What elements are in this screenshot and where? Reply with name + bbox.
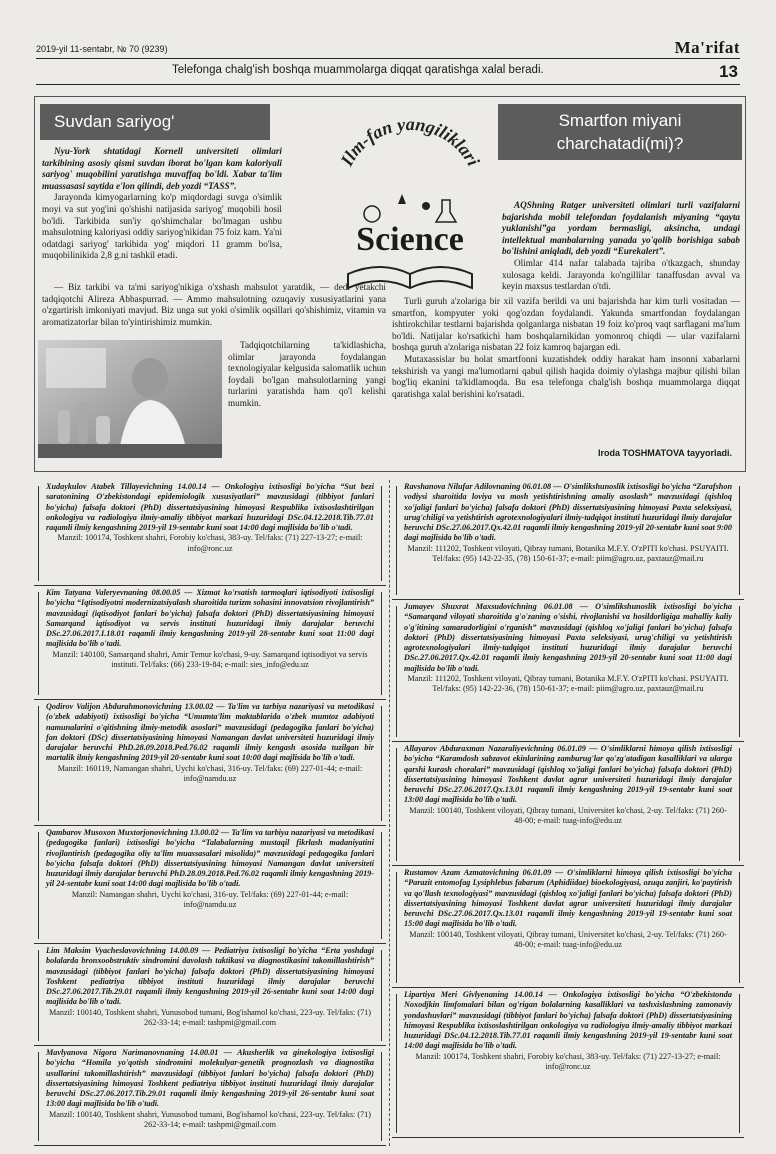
notice-body: — Pediatriya ixtisosligi bo'yicha “Erta yoshdagi bolalarda bronxoobstruktiv sindromini davolash taktikasi va diagnostikasini takomillashtirish” mavzusidagi (tibbiyot fanlari bo'yicha) falsafa doktori (PhD) dissertatsiyasining himoyasi Toshkent pediatriya tibbiyot instituti huzuridagi ilmiy darajalar beruvchi DSc.27.06.2017.Tib.29.01 raqamli ilmiy kengashning 2019-yil 26-sentabr kuni soat 14:00 dagi majlisida bo'lib o'tadi. xyxy=(46,946,374,1007)
left-article-p3: Tadqiqotchilarning ta'kidlashicha, olimlar jarayonda foydalangan texnologiyalar kelgusida salomatlik uchun foydali bo'lgan mahsulotlarning yangi turlarini yaratishda ham qo'l kelishi mumkin. xyxy=(228,340,386,408)
left-article-p1: Jarayonda kimyogarlarning ko'p miqdordagi suvga o'simlik moyi va sut yog'ini qo'shishi natijasida sariyog' muqobili hosil bo'ldi. Tarkibida sun'iy qo'shimchalar bo'lmagan ushbu mahsulotning kaloriyasi oddiy sariyog'nikidan 75 foiz kam. Ya'ni odatdagi sariyog' tarkibida yog' miqdori 11 gramm bo'lsa, muqobilinikida 2,8 g.ni tashkil etadi. xyxy=(42,192,282,261)
right-title-line1: Smartfon miyani xyxy=(558,111,682,130)
right-article-lead: AQShning Ratger universiteti olimlari turli vazifalarni bajarishda mobil telefondan foydalanish miyaning “qayta yuklanishi”ga yordam bermasligi, aksincha, undagi intellektual manbalarning yanada yo'qolib borishiga sabab bo'lishini aniqladi, deb yozdi “Eurekalert”. xyxy=(502,200,740,257)
notice-right-3 xyxy=(392,744,744,866)
author-credit: Iroda TOSHMATOVA tayyorladi. xyxy=(597,448,732,458)
notice-name: Kim Tatyana Valeryevnaning 08.00.05 xyxy=(46,588,181,597)
page-tagline: Telefonga chalg'ish boshqa muammolarga diqqat qaratishga xalal beradi. xyxy=(172,64,544,76)
header-rule-bottom xyxy=(36,84,740,85)
notice-body: — O'simliklarni himoya qilish ixtisosligi bo'yicha “Karamdosh sabzavot ekinlarining zamburug'lar qo'zg'atadigan kasalliklari va ularga qarshi kurash choralari” mavzusidagi (qishloq xo'jaligi fanlari bo'yicha) falsafa doktori (PhD) dissertatsiyasining himoyasi Toshkent davlat agrar universiteti huzuridagi ilmiy darajalar beruvchi DSc.27.06.2017.Qx.13.01 raqamli ilmiy kengashning 2019-yil 19-sentabr kuni soat 13:00 dagi majlisida bo'lib o'tadi. xyxy=(404,744,732,805)
notice-body: — Ta'lim va tarbiya nazariyasi va metodikasi (o'zbek adabiyoti) ixtisosligi bo'yicha “Umumta'lim maktablarida o'zbek mumtoz adabiyoti namunalarini o'qitishning ilmiy-metodik asoslari” mavzusidagi (pedagogika fanlari bo'yicha) fan doktori (DSc) dissertatsiyasining himoyasi Namangan davlat universiteti huzuridagi ilmiy darajalar beruvchi PhD.28.09.2018.Ped.76.02 raqamli ilmiy kengash asosida tuzilgan bir martalik ilmiy kengashning 2019-yil 20-sentabr kuni soat 10:00 dagi majlisida bo'lib o'tadi. xyxy=(46,702,375,763)
notice-name: Rustamov Azam Azmatovichning 06.01.09 xyxy=(404,868,552,877)
notice-body: — Ta'lim va tarbiya nazariyasi va metodikasi (pedagogika fanlari) ixtisosligi bo'yicha “Talabalarning mustaqil fikrlash madaniyatini rivojlantirish (pedagogika oliy ta'lim muassasalari misolida)” mavzusidagi pedagogika fanlari bo'yicha falsafa doktori (PhD) dissertatsiyasining himoyasi Namangan davlat universiteti huzuridagi ilmiy darajalar beruvchi PhD.28.09.2018.Ped.76.02 raqamli ilmiy kengashning 2019-yil 24-sentabr kuni soat 14:00 dagi majlisida bo'lib o'tadi. xyxy=(46,828,374,889)
left-article-lead: Nyu-York shtatidagi Kornell universiteti olimlari tarkibining asosiy qismi suvdan iborat bo'lgan kam kaloriyali sariyog' muqobilini yaratishga muvaffaq bo'ldi. Xabar ta'lim muassasasi saytida e'lon qilindi, deb yozdi “TASS”. xyxy=(42,146,282,191)
notice-right-5 xyxy=(392,990,744,1138)
notice-name: Qodirov Valijon Abdurahmonovichning 13.00.02 xyxy=(46,702,214,711)
notice-body: — Xizmat ko'rsatish tarmoqlari iqtisodiyoti ixtisosligi bo'yicha “Iqtisodiyotni modernizatsiyalash sharoitida turizm sohasini innovatsion rivojlantirish” mavzusidagi (iqtisodiyot fanlari bo'yicha) falsafa doktori (PhD) dissertatsiyasining himoyasi Samarqand iqtisodiyot va servis instituti huzuridagi ilmiy darajalar beruvchi DSc.27.06.2017.I.18.01 raqamli ilmiy kengashning 2019-yil 28-sentabr kuni soat 11:00 dagi majlisida bo'lib o'tadi. xyxy=(46,588,374,649)
left-article-text-top xyxy=(42,146,282,262)
notice-address: Manzil: 100140, Toshkent shahri, Yunusobod tumani, Bog'ishamol ko'chasi, 223-uy. Tel/faks: (71) 262-33-14; e-mail: tashpmi@gmail.com xyxy=(49,1109,371,1130)
notice-body: — O'simlikshunoslik ixtisosligi bo'yicha “Zarafshon vodiysi sharoitida loviya va mosh yetishtirishning amaliy asoslash” mavzusidagi (qishloq xo'jaligi fanlari bo'yicha) falsafa doktori (PhD) dissertatsiyasining himoyasi Paxta seleksiyasi, urug'chiligi va yetishtirish agrotexnologiyalari ilmiy-tadqiqot instituti huzuridagi ilmiy darajalar beruvchi DSc.27.06.2017.Qx.42.01 raqamli ilmiy kengashning 2019-yil 20-sentabr kuni soat 9:00 dagi majlisida bo'lib o'tadi. xyxy=(404,482,733,543)
science-illustration xyxy=(330,104,490,304)
notice-left-4 xyxy=(34,828,386,944)
science-book-icon xyxy=(330,104,490,304)
notice-address: Manzil: 100140, Toshkent shahri, Yunusobod tumani, Bog'ishamol ko'chasi, 223-uy. Tel/faks: (71) 262-33-14; e-mail: tashpmi@gmail.com xyxy=(49,1007,371,1028)
notice-name: Qambarov Musoxon Muxtorjonovichning 13.00.02 xyxy=(46,828,219,837)
notice-right-2 xyxy=(392,602,744,742)
newspaper-brand: Ma'rifat xyxy=(674,38,740,57)
issue-date: 2019-yil 11-sentabr, № 70 (9239) xyxy=(36,44,168,54)
notice-address: Manzil: 100174, Toshkent shahri, Forobiy ko'chasi, 383-uy. Tel/faks: (71) 227-13-27; e-mail: info@ronc.uz xyxy=(57,533,363,553)
right-article-text-bottom xyxy=(392,296,740,444)
notice-left-6 xyxy=(34,1048,386,1146)
notice-address: Manzil: 140100, Samarqand shahri, Amir Temur ko'chasi, 9-uy. Samarqand iqtisodiyot va servis instituti. Tel/faks: (66) 233-19-84; e-mail: sies_info@edu.uz xyxy=(52,649,368,670)
art-arc-text: Ilm-fan yangiliklari xyxy=(336,113,484,170)
page-number: 13 xyxy=(719,62,738,81)
notice-address: Manzil: Namangan shahri, Uychi ko'chasi, 316-uy. Tel/faks: (69) 227-01-44; e-mail: info@namdu.uz xyxy=(71,889,349,910)
right-article-p2: Turli guruh a'zolariga bir xil vazifa berildi va uni bajarishda har kim turli vositadan — smartfon, kompyuter yoki qog'ozdan foydalandi. Yakunda smartfondan foydalangan ishtirokchilar testlarni bajarishda qolganlarga nisbatan 19 foiz ko'proq vaqt sarflagani ma'lum bo'ldi. Natijalar ko'rsatkichi ham boshqalarnikidan yomonroq chiqdi — ular vazifalarni boshqa guruh a'zolariga nisbatan 22 foiz kamroq bajargan edi. xyxy=(392,296,740,353)
notice-name: Allayarov Abduraxman Nazaraliyevichning 06.01.09 xyxy=(404,744,586,753)
notice-body: — Onkologiya ixtisosligi bo'yicha “Sut bezi saratonining O'zbekistondagi epidemiologik xususiyatlari” mavzusidagi (tibbiyot fanlari bo'yicha) falsafa doktori (PhD) dissertatsiyasining himoyasi Respublika ixtisoslashtirilgan onkologiya va radiologiya ilmiy-amaliy tibbiyot markazi huzuridagi DSc.04.12.2018.Tib.77.01 raqamli ilmiy kengashning 2019-yil 19-sentabr kuni soat 14:00 dagi majlisida bo'lib o'tadi. xyxy=(46,482,374,533)
notice-left-1 xyxy=(34,482,386,586)
right-title-line2: charchatadi(mi)? xyxy=(556,134,684,153)
notice-left-3 xyxy=(34,702,386,826)
notice-name: Ravshanova Nilufar Adilovnaning 06.01.08 xyxy=(404,482,552,491)
notice-body: — Akusherlik va ginekologiya ixtisosligi bo'yicha “Homila yo'qotish sindromini molekulyar-genetik prognozlash va diagnostika usullarini takomillashtirish” mavzusidagi (tibbiyot fanlari bo'yicha) falsafa doktori (PhD) dissertatsiyasining himoyasi Toshkent pediatriya tibbiyot instituti huzuridagi ilmiy darajalar beruvchi DSc.27.06.2017.Tib.29.01 raqamli ilmiy kengashning 2019-yil 26-sentabr kuni soat 13:00 dagi majlisida bo'lib o'tadi. xyxy=(46,1048,374,1109)
notice-body: — Onkologiya ixtisosligi bo'yicha “O'zbekistonda Noxodjkin limfomalari bilan og'rigan bolalarning kasalliklari va tashxislashning zamonaviy yondashuvlari” mavzusidagi (tibbiyot fanlari bo'yicha) falsafa doktori (PhD) dissertatsiyasining himoyasi Respublika ixtisoslashtirilgan onkologiya va radiologiya ilmiy-amaliy tibbiyot markazi huzuridagi DSc.04.12.2018.Tib.77.01 raqamli ilmiy kengashning 2019-yil 19-sentabr kuni soat 14:00 dagi majlisida bo'lib o'tadi. xyxy=(404,990,732,1051)
notice-address: Manzil: 160119, Namangan shahri, Uychi ko'chasi, 316-uy. Tel/faks: (69) 227-01-44; e-mail: info@namdu.uz xyxy=(57,763,363,784)
right-article-title xyxy=(498,104,742,160)
notice-body: — O'simlikshunoslik ixtisosligi bo'yicha “Samarqand viloyati sharoitida g'o'zaning o'sishi, rivojlanishi va hosildorligiga mahalliy kaliy o'g'itining samaradorligini o'rganish” mavzusidagi (qishloq xo'jaligi fanlari bo'yicha) falsafa doktori (PhD) dissertatsiyasining himoyasi Paxta seleksiyasi, urug'chiligi va yetishtirish agrotexnologiyalari ilmiy-tadqiqot instituti huzuridagi ilmiy darajalar beruvchi DSc.27.06.2017.Qx.42.01 raqamli ilmiy kengashning 2019-yil 20-sentabr kuni soat 11:00 dagi majlisida bo'lib o'tadi. xyxy=(404,602,732,673)
notice-address: Manzil: 100140, Toshkent viloyati, Qibray tumani, Universitet ko'chasi, 2-uy. Tel/faks: (71) 260-48-00; e-mail: tuag-info@edu.uz xyxy=(409,805,727,826)
notice-left-2 xyxy=(34,588,386,700)
right-article-text-top xyxy=(502,200,740,293)
notice-address: Manzil: 100140, Toshkent viloyati, Qibray tumani, Universitet ko'chasi, 2-uy. Tel/faks: (71) 260-48-00; e-mail: tuag-info@edu.uz xyxy=(409,929,727,950)
art-science-word: Science xyxy=(356,221,464,258)
svg-text:Ilm-fan yangiliklari xyxy=(336,114,484,170)
notice-left-5 xyxy=(34,946,386,1046)
header-rule xyxy=(36,58,740,59)
notice-address: Manzil: 100174, Toshkent shahri, Forobiy ko'chasi, 383-uy. Tel/faks: (71) 227-13-27; e-mail: info@ronc.uz xyxy=(415,1051,721,1072)
notice-address: Manzil: 111202, Toshkent viloyati, Qibray tumani, Botanika M.F.Y. O'zPITI ko'chasi. PSUYAITI. Tel/faks: (95) 142-22-35, (78) 150-61-37; e-mail: piim@agro.uz, paxtauz@mail.ru xyxy=(407,543,729,564)
notice-name: Lipartiya Meri Givlyenaning 14.00.14 xyxy=(404,990,543,999)
notice-name: Jumayev Shuxrat Maxsudovichning 06.01.08 xyxy=(404,602,573,611)
notice-right-4 xyxy=(392,868,744,988)
left-article-text-side xyxy=(228,340,386,456)
right-article-p1: Olimlar 414 nafar talabada tajriba o'tkazgach, shunday xulosaga keldi. Jarayonda ko'ngillilar tanaffusdan avval va keyin maxsus testlardan o'tdi. xyxy=(502,257,740,292)
notice-name: Lim Maksim Vyacheslavovichning 14.00.09 xyxy=(46,946,199,955)
notice-name: Xudaykulov Atabek Tillayevichning 14.00.14 xyxy=(46,482,207,491)
notice-body: — O'simliklarni himoya qilish ixtisosligi bo'yicha “Parazit entomofag Lysiphlebus fabarum (Aphidiidae) bioekologiyasi, ozuqa zanjiri, ko'paytirish va qo'llash texnologiyasi” mavzusidagi (qishloq xo'jaligi fanlari bo'yicha) falsafa doktori (PhD) dissertatsiyasining himoyasi Toshkent davlat agrar universiteti huzuridagi ilmiy darajalar beruvchi DSc.27.06.2017.Qx.13.01 raqamli ilmiy kengashning 2019-yil 19-sentabr kuni soat 15:00 dagi majlisida bo'lib o'tadi. xyxy=(404,868,732,929)
notice-name: Mavlyanova Nigora Narimanovnaning 14.00.01 xyxy=(46,1048,219,1057)
scientist-photo-icon xyxy=(38,340,222,458)
column-separator xyxy=(389,480,390,1146)
laboratory-photo xyxy=(38,340,222,458)
right-article-p3: Mutaxassislar bu holat smartfonni kuzatishdek oddiy harakat ham insonni xabarlarni tekshirish va yangi ma'lumotlarni qabul qilish haqida doimiy o'ylashga majbur qilishi bilan bog'liq ekanini ta'kidlamoqda. Bu esa telefonga chalg'ish boshqa muammolarga diqqat qaratishga xalal berishini ko'rsatadi. xyxy=(392,353,740,399)
left-article-title: Suvdan sariyog' xyxy=(40,104,270,140)
notice-address: Manzil: 111202, Toshkent viloyati, Qibray tumani, Botanika M.F.Y. O'zPITI ko'chasi. PSUYAITI. Tel/faks: (95) 142-22-36, (78) 150-61-37; e-mail: piim@agro.uz, paxtauz@mail.ru xyxy=(407,674,729,694)
left-article-p2: — Biz tarkibi va ta'mi sariyog'nikiga o'xshash mahsulot yaratdik, — dedi yetakchi tadqiqotchi Alireza Abbaspurrad. — Ammo mahsulotning ozuqaviy xususiyatlarini yana o'zgartirish imkoniyati mavjud. Biz unga sut yoki o'simlik oqsillari qo'shishimiz, vitamin va aromatizatorlar bilan to'yintirishimiz mumkin. xyxy=(42,282,386,327)
notice-right-1 xyxy=(392,482,744,600)
